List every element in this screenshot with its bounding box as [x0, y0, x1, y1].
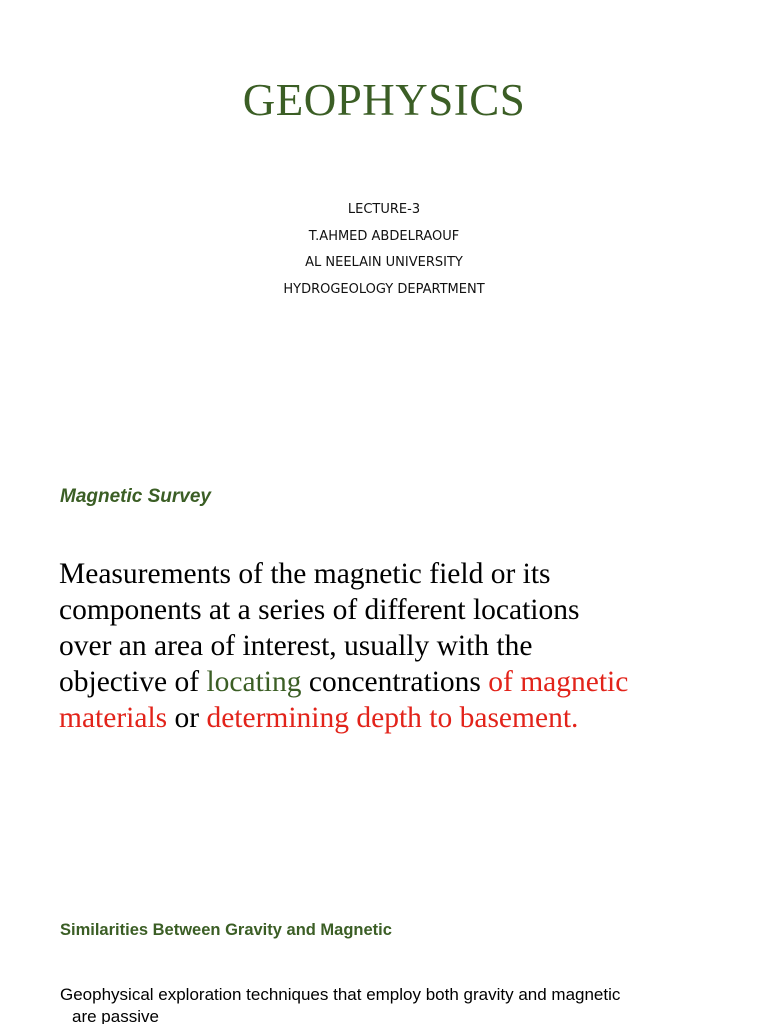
definition-text: concentrations	[301, 666, 489, 698]
definition-text: or	[167, 702, 207, 734]
definition-text: objective of	[59, 666, 207, 698]
slide-title: GEOPHYSICS	[242, 75, 526, 125]
department-name: HYDROGEOLOGY DEPARTMENT	[283, 281, 485, 297]
lecture-number: LECTURE-3	[347, 202, 421, 217]
definition-line	[59, 700, 749, 736]
similarities-text-line: are passive	[72, 1007, 159, 1024]
similarities-text	[60, 984, 700, 1024]
definition-line: Measurements of the magnetic field or its	[59, 558, 551, 590]
definition-line: over an area of interest, usually with the	[59, 630, 533, 662]
magnetic-survey-definition	[59, 556, 749, 736]
definition-line	[59, 664, 749, 700]
similarities-text-line: Geophysical exploration techniques that employ both gravity and magnetic	[60, 985, 621, 1004]
highlight-locating: locating	[206, 666, 302, 698]
definition-line: components at a series of different locations	[59, 594, 580, 626]
highlight-magnetic-materials: materials	[59, 702, 168, 734]
highlight-depth-to-basement: determining depth to basement	[206, 702, 572, 734]
definition-period: .	[571, 702, 579, 734]
university-name: AL NEELAIN UNIVERSITY	[305, 255, 463, 270]
magnetic-survey-heading: Magnetic Survey	[60, 486, 211, 507]
highlight-magnetic-materials: of magnetic	[488, 666, 629, 698]
subtitle-block	[0, 199, 768, 305]
author-name: T.AHMED ABDELRAOUF	[308, 228, 460, 244]
similarities-heading: Similarities Between Gravity and Magnetic	[60, 921, 392, 939]
